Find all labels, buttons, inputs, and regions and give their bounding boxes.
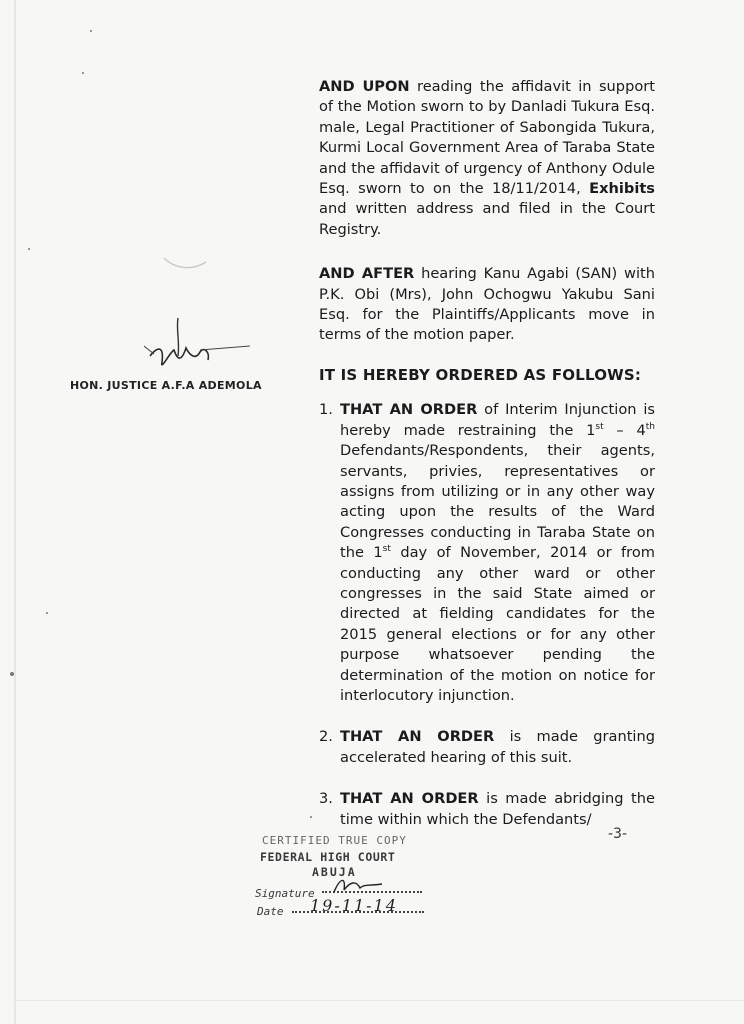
paragraph-and-upon — [319, 77, 655, 240]
scan-speck — [82, 72, 84, 74]
order-text: day of November, 2014 or from conducting any other ward or other congresses in the said State aimed or directed at fielding candidates for the 2015 general elections or for any other purpose whatsoever pending the determination of the motion on notice for interlocutory injunction. — [340, 544, 655, 704]
order-lead: THAT AN ORDER — [340, 790, 479, 808]
scan-speck — [310, 816, 312, 818]
scan-left-edge — [14, 0, 16, 1024]
orders-heading: IT IS HEREBY ORDERED AS FOLLOWS: — [319, 365, 642, 384]
stamp-court-line: FEDERAL HIGH COURT — [260, 850, 396, 864]
stamp-signature — [330, 872, 390, 897]
stamp-certified-line: CERTIFIED TRUE COPY — [262, 834, 407, 847]
page-number: -3- — [608, 826, 628, 842]
ordinal-suffix: st — [382, 544, 391, 555]
judge-name: HON. JUSTICE A.F.A ADEMOLA — [70, 379, 262, 392]
order-text: is made granting accelerated hearing of this suit. — [340, 728, 655, 766]
scan-speck — [10, 672, 14, 676]
ordinal-suffix: th — [645, 421, 655, 432]
scan-bottom-edge — [14, 1000, 744, 1001]
paragraph-text: reading the affidavit in support of the Motion sworn to by Danladi Tukura Esq. male, Legal Practitioner of Sabongida Tukura, Kurmi Local Government Area of Taraba State and the affidavit of urgency of Anthony Odule Esq. sworn to on the 18/11/2014, — [319, 78, 655, 198]
order-text: Defendants/Respondents, their agents, servants, privies, representatives or assigns from utilizing or in any other way acting upon the results of the Ward Congresses conducting in Taraba State on the 1 — [340, 442, 655, 562]
scan-speck — [28, 248, 30, 250]
exhibits-label: Exhibits — [589, 180, 655, 198]
stamp-date-label: Date — [257, 905, 284, 918]
paragraph-text: and written address and filed in the Court Registry. — [319, 200, 655, 238]
order-lead: THAT AN ORDER — [340, 728, 495, 746]
orders-list — [319, 400, 655, 830]
order-text: – 4 — [603, 421, 646, 439]
ordinal-suffix: st — [595, 421, 604, 432]
scan-speck — [90, 30, 92, 32]
order-lead: THAT AN ORDER — [340, 401, 478, 419]
order-number: 2. — [319, 728, 333, 746]
stamp-date-value: 19-11-14 — [310, 896, 398, 915]
order-text: of Interim Injunction is hereby made restraining the 1 — [340, 401, 656, 439]
order-number: 3. — [319, 790, 333, 808]
paragraph-lead: AND UPON — [319, 78, 410, 95]
stamp-city-line: ABUJA — [312, 865, 357, 879]
order-item — [319, 789, 655, 830]
paragraph-lead: AND AFTER — [319, 265, 415, 283]
stamp-signature-label: Signature — [255, 887, 315, 900]
scan-speck — [46, 612, 48, 614]
order-number: 1. — [319, 401, 333, 419]
paragraph-text: hearing Kanu Agabi (SAN) with P.K. Obi (Mrs), John Ochogwu Yakubu Sani Esq. for the Plaintiffs/Applicants move in terms of the motion paper. — [319, 265, 655, 344]
order-item — [319, 400, 655, 706]
order-body — [319, 77, 655, 830]
faint-margin-mark — [160, 252, 210, 274]
order-text: is made abridging the time within which the Defendants/ — [340, 790, 655, 828]
paragraph-and-after — [319, 264, 655, 346]
stamp-date-dots — [292, 911, 424, 913]
order-item — [319, 727, 655, 768]
